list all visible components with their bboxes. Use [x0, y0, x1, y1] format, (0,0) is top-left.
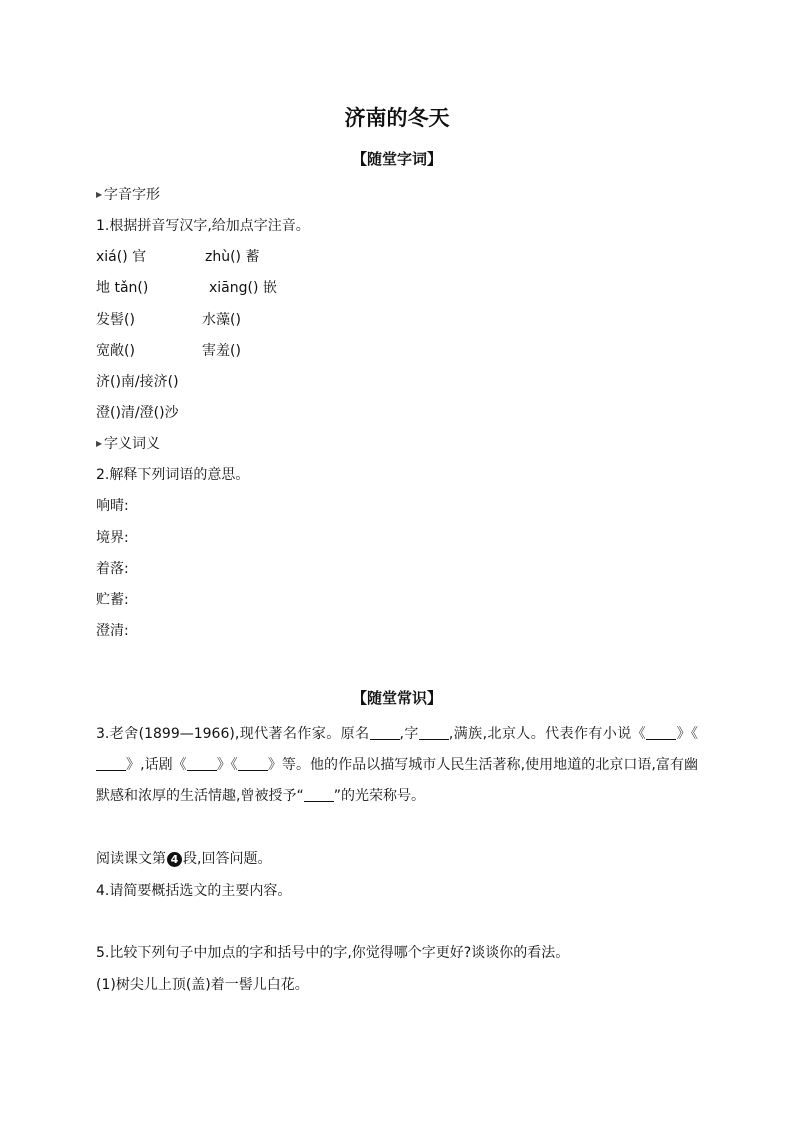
question-4: 4.请简要概括选文的主要内容。 — [96, 883, 292, 899]
q3-text: 《 — [631, 726, 647, 742]
answer-blank[interactable] — [96, 756, 126, 771]
pinyin-row-6: 澄()清/澄()沙 — [96, 405, 179, 421]
pinyin-row-4-left: 宽敞() — [96, 343, 135, 359]
answer-blank[interactable] — [304, 787, 334, 802]
q3-text: 3.老舍(1899—1966),现代著名作家。原名 — [96, 726, 370, 742]
pinyin-row-2-left: 地 tǎn() — [96, 280, 149, 296]
pinyin-row-1-left: xiá() 官 — [96, 249, 147, 265]
question-5: 5.比较下列句子中加点的字和括号中的字,你觉得哪个字更好?谈谈你的看法。 — [96, 945, 570, 961]
subheading-meaning — [96, 433, 160, 455]
word-item: 响晴: — [96, 498, 129, 514]
reading-instruction-prefix: 阅读课文第 — [96, 851, 166, 867]
pinyin-row-5: 济()南/接济() — [96, 374, 179, 390]
pinyin-row-1-right: zhù() 蓄 — [205, 249, 260, 265]
question-5-1: (1)树尖儿上顶(盖)着一髻儿白花。 — [96, 977, 309, 993]
triangle-marker-icon: ▶ — [96, 439, 103, 448]
page-title: 济南的冬天 — [344, 106, 450, 130]
answer-blank[interactable] — [238, 756, 268, 771]
question-3 — [96, 719, 698, 812]
q3-text: 》等。他的作品以描写城市人民生活著称,使用地道的北京口语,富有幽默感和浓厚的生活情趣,曾被授予“ — [96, 757, 699, 804]
reading-instruction-suffix: 段,回答问题。 — [183, 851, 272, 867]
question-2: 2.解释下列词语的意思。 — [96, 467, 250, 483]
pinyin-row-2-right: xiāng() 嵌 — [209, 280, 277, 296]
pinyin-row-3-right: 水藻() — [202, 312, 241, 328]
q3-text: 》,话剧《 — [126, 757, 187, 773]
subheading-pronunciation — [96, 184, 160, 206]
pinyin-row-3-left: 发髻() — [96, 312, 135, 328]
q3-text: ,满族,北京人。代表作有小说 — [448, 726, 632, 742]
answer-blank[interactable] — [187, 756, 217, 771]
reading-instruction — [96, 848, 271, 870]
subheading-pronunciation-label: 字音字形 — [104, 187, 160, 203]
q3-text: ,字 — [399, 726, 419, 742]
question-1: 1.根据拼音写汉字,给加点字注音。 — [96, 218, 310, 234]
answer-blank[interactable] — [646, 725, 676, 740]
subheading-meaning-label: 字义词义 — [104, 436, 160, 452]
circled-number: 4 — [167, 852, 182, 867]
q3-text: 》《 — [216, 757, 238, 773]
triangle-marker-icon: ▶ — [96, 190, 103, 199]
q3-text: ”的光荣称号。 — [333, 788, 425, 804]
word-item: 境界: — [96, 530, 129, 546]
word-item: 澄清: — [96, 623, 129, 639]
word-item: 着落: — [96, 561, 129, 577]
section-heading-knowledge: 【随堂常识】 — [351, 689, 442, 707]
answer-blank[interactable] — [419, 725, 449, 740]
q3-text: 》《 — [676, 726, 699, 742]
pinyin-row-4-right: 害羞() — [202, 343, 241, 359]
word-item: 贮蓄: — [96, 592, 129, 608]
section-heading-vocab: 【随堂字词】 — [351, 150, 442, 168]
answer-blank[interactable] — [370, 725, 400, 740]
